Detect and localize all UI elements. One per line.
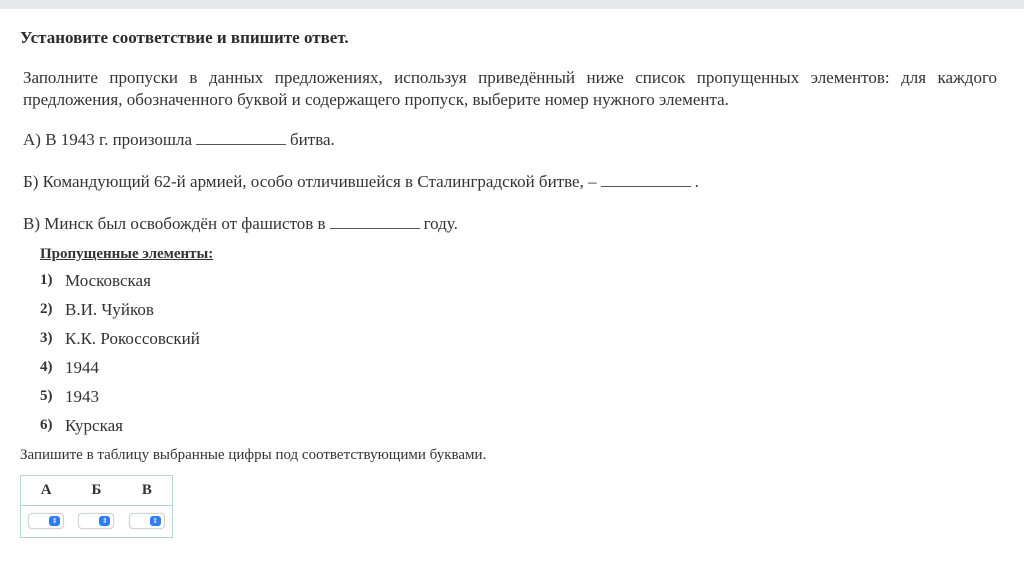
list-item — [40, 358, 200, 387]
sentence-b-after: . — [694, 172, 699, 191]
blank-a — [196, 130, 286, 145]
sentence-a-after: битва. — [290, 130, 335, 149]
instructions-text: Заполните пропуски в данных предложениях, используя приведённый ниже список пропущенных элементов: для каждого предложения, обозначенного буквой и содержащего пропуск, выберите номер нужного элемента. — [23, 68, 997, 109]
answer-instruction: Запишите в таблицу выбранные цифры под соответствующими буквами. — [20, 447, 487, 463]
sentence-a — [23, 130, 335, 150]
blank-b — [601, 172, 691, 187]
answer-header-a: А — [40, 482, 52, 498]
list-item-text: В.И. Чуйков — [65, 300, 154, 319]
answer-table-row — [21, 506, 172, 529]
list-item-text: Курская — [65, 416, 123, 435]
select-arrow-icon: ⇕ — [49, 516, 60, 526]
select-arrow-icon: ⇕ — [150, 516, 161, 526]
list-item-text: 1943 — [65, 387, 99, 406]
sentence-c-before: В) Минск был освобождён от фашистов в — [23, 214, 326, 233]
answer-table-header — [21, 476, 172, 505]
list-item-text: К.К. Рокоссовский — [65, 329, 200, 348]
blank-c — [330, 214, 420, 229]
answer-cell-a — [21, 506, 71, 529]
list-item-number: 3) — [40, 330, 53, 346]
list-item — [40, 329, 200, 358]
list-item-text: 1944 — [65, 358, 99, 377]
list-item — [40, 271, 200, 300]
answer-header-c: В — [141, 482, 152, 498]
task-title: Установите соответствие и впишите ответ. — [20, 28, 349, 47]
answer-select-b[interactable] — [78, 513, 114, 529]
list-item-number: 2) — [40, 301, 53, 317]
list-item — [40, 387, 200, 416]
elements-list — [40, 271, 200, 445]
list-item-text: Московская — [65, 271, 151, 290]
sentence-c-after: году. — [423, 214, 458, 233]
answer-cell-b — [71, 506, 121, 529]
list-item-number: 5) — [40, 388, 53, 404]
list-item — [40, 416, 200, 445]
answer-select-a[interactable] — [28, 513, 64, 529]
sentence-a-before: А) В 1943 г. произошла — [23, 130, 193, 149]
elements-title: Пропущенные элементы: — [40, 246, 214, 262]
sentence-b — [23, 172, 699, 192]
answer-cell-c — [122, 506, 172, 529]
list-item-number: 1) — [40, 272, 53, 288]
answer-table — [20, 475, 173, 538]
sentence-b-before: Б) Командующий 62-й армией, особо отличившейся в Сталинградской битве, – — [23, 172, 597, 191]
sentence-c — [23, 214, 458, 234]
list-item-number: 4) — [40, 359, 53, 375]
list-item — [40, 300, 200, 329]
select-arrow-icon: ⇕ — [99, 516, 110, 526]
answer-header-b: Б — [91, 482, 102, 498]
answer-select-c[interactable] — [129, 513, 165, 529]
list-item-number: 6) — [40, 417, 53, 433]
top-bar — [0, 0, 1024, 9]
